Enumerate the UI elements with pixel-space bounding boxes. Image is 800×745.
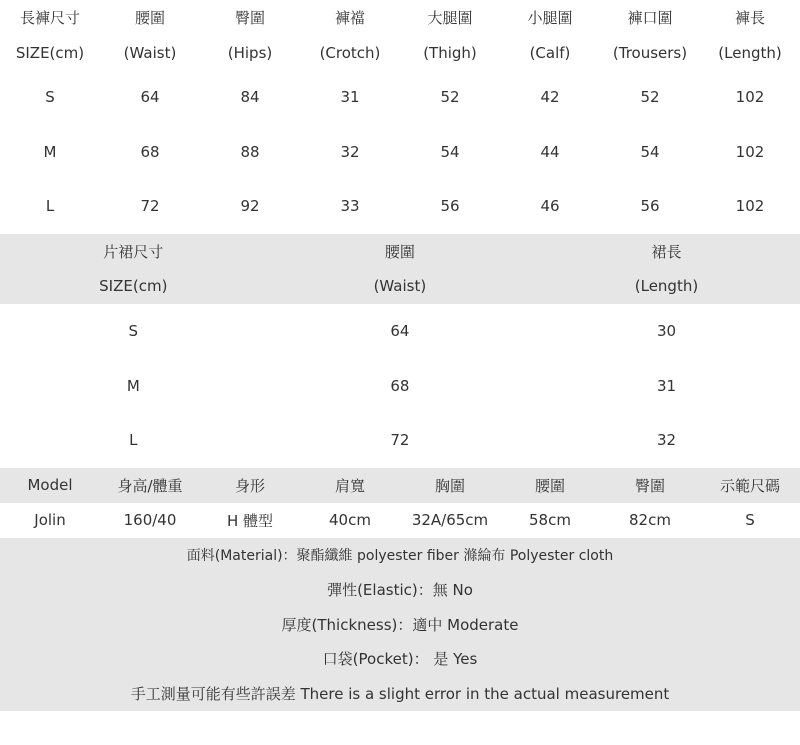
pants-cell: L (45, 197, 55, 216)
pants-header-cn-length: 褲長 (734, 9, 765, 27)
material-line: 面料(Material)：聚酯纖維 polyester fiber 滌綸布 Polyester cloth (186, 547, 614, 564)
skirt-header-cn-length: 裙長 (651, 242, 682, 261)
skirt-header-cn-waist: 腰圍 (384, 242, 415, 261)
model-data-row (0, 503, 800, 538)
pants-cell: 42 (540, 88, 560, 107)
pants-cell: 102 (735, 88, 765, 107)
skirt-cell: 31 (656, 376, 677, 395)
pants-cell: 44 (540, 142, 560, 161)
model-header-shoulder: 肩寬 (334, 476, 365, 495)
elastic-line: 彈性(Elastic)：無 No (327, 580, 473, 599)
pants-cell: 32 (340, 142, 360, 161)
model-hips: 82cm (629, 511, 671, 530)
pants-header-cn-size: 長褲尺寸 (19, 9, 80, 27)
pants-cell: 72 (140, 197, 160, 216)
pants-cell: 102 (735, 197, 765, 216)
model-header-row (0, 468, 800, 503)
model-body-type: H 體型 (226, 511, 274, 530)
skirt-cell: S (128, 322, 139, 341)
model-height-weight: 160/40 (123, 511, 177, 530)
skirt-cell: 72 (390, 431, 410, 450)
skirt-cell: 68 (390, 376, 410, 395)
thickness-line: 厚度(Thickness)：適中 Moderate (281, 615, 519, 634)
pants-header-en-size: SIZE(cm) (15, 43, 85, 62)
model-header-hips: 臀圍 (634, 476, 665, 495)
model-header-body-type: 身形 (234, 476, 265, 495)
pants-cell: 68 (140, 142, 160, 161)
pants-header-cn-crotch: 褲襠 (334, 9, 365, 27)
model-bust: 32A/65cm (411, 511, 489, 530)
skirt-header-cn-size: 片裙尺寸 (103, 242, 164, 261)
pocket-line: 口袋(Pocket)： 是 Yes (322, 650, 478, 669)
pants-cell: 52 (440, 88, 460, 107)
skirt-cell: L (129, 431, 138, 450)
pants-cell: 84 (240, 88, 260, 107)
skirt-header-en-size: SIZE(cm) (99, 277, 168, 296)
skirt-header-en-waist: (Waist) (373, 277, 427, 296)
pants-cell: 92 (240, 197, 260, 216)
pants-header-cn-thigh: 大腿圍 (427, 9, 473, 27)
skirt-size-table (0, 234, 800, 468)
pants-header-en-waist: (Waist) (123, 43, 177, 62)
skirt-header-cn-row (0, 234, 800, 269)
pants-header-en-length: (Length) (718, 43, 782, 62)
pants-header-en-hips: (Hips) (227, 43, 273, 62)
product-details (0, 538, 800, 711)
pants-header-en-row (0, 35, 800, 70)
pants-cell: 33 (340, 197, 360, 216)
pants-row-s (0, 70, 800, 125)
model-header-bust: 胸圍 (434, 476, 465, 495)
pants-header-cn-trousers: 褲口圍 (627, 9, 673, 27)
pants-header-cn-row (0, 0, 800, 35)
pants-row-m (0, 125, 800, 180)
skirt-cell: 64 (390, 322, 410, 341)
pants-cell: 56 (640, 197, 660, 216)
pants-header-cn-waist: 腰圍 (134, 9, 165, 27)
model-waist: 58cm (529, 511, 571, 530)
skirt-row-l (0, 413, 800, 468)
model-header-waist: 腰圍 (534, 476, 565, 495)
pants-header-cn-hips: 臀圍 (234, 9, 265, 27)
model-shoulder: 40cm (329, 511, 371, 530)
pants-header-en-trousers: (Trousers) (612, 43, 688, 62)
pants-cell: 54 (440, 142, 460, 161)
skirt-cell: M (126, 376, 140, 395)
pants-cell: 102 (735, 142, 765, 161)
pants-cell: M (43, 142, 57, 161)
measurement-note: 手工測量可能有些許誤差 There is a slight error in the actual measurement (130, 684, 670, 703)
skirt-row-s (0, 304, 800, 359)
pants-header-en-thigh: (Thigh) (423, 43, 477, 62)
pants-header-cn-calf: 小腿圍 (527, 9, 573, 27)
pants-cell: 31 (340, 88, 360, 107)
pants-cell: 56 (440, 197, 460, 216)
skirt-header-en-length: (Length) (634, 277, 699, 296)
skirt-cell: 32 (656, 431, 677, 450)
pants-size-table (0, 0, 800, 234)
pants-cell: 46 (540, 197, 560, 216)
model-header-name: Model (27, 476, 73, 495)
pants-cell: 88 (240, 142, 260, 161)
model-header-size-worn: 示範尺碼 (719, 476, 780, 495)
pants-header-en-crotch: (Crotch) (319, 43, 381, 62)
model-info-table (0, 468, 800, 538)
skirt-row-m (0, 358, 800, 413)
skirt-header-en-row (0, 269, 800, 304)
pants-row-l (0, 179, 800, 234)
pants-cell: S (45, 88, 55, 107)
pants-header-en-calf: (Calf) (529, 43, 571, 62)
pants-cell: 52 (640, 88, 660, 107)
model-name: Jolin (34, 511, 66, 530)
pants-cell: 64 (140, 88, 160, 107)
skirt-cell: 30 (656, 322, 677, 341)
model-header-height-weight: 身高/體重 (117, 476, 183, 495)
pants-cell: 54 (640, 142, 660, 161)
model-size-worn: S (745, 511, 755, 530)
